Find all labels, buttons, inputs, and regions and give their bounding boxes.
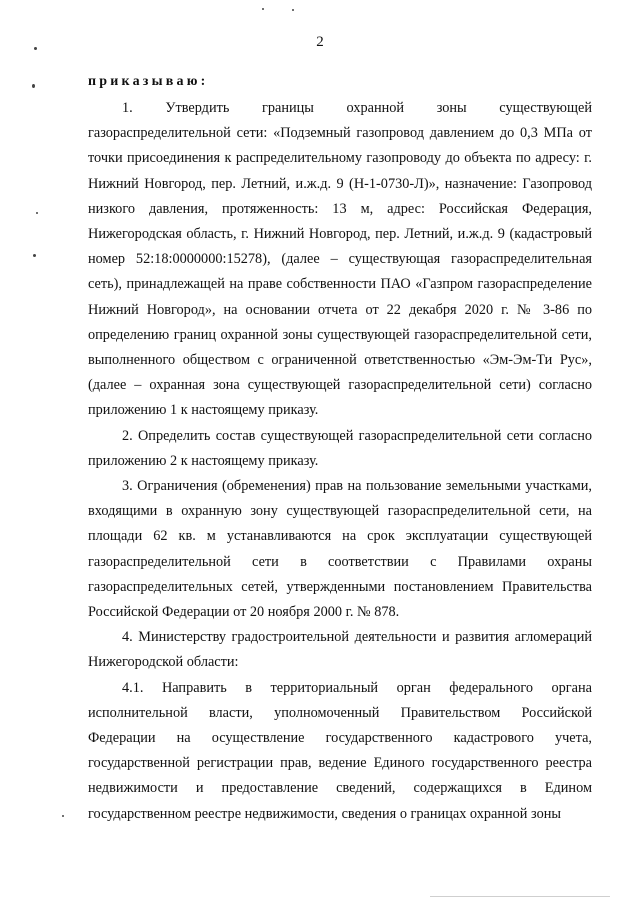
scan-speck (292, 9, 294, 11)
scan-speck (34, 47, 37, 50)
paragraph-1: 1. Утвердить границы охранной зоны существующей газораспределительной сети: «Подземный газопровод давлением до 0,3 МПа от точки присоединения к распределительному газопроводу до объекта по адресу: г. Нижний Новгород, пер. Летний, и.ж.д. 9 (Н-1-0730-Л)», назначение: Газопровод низкого давления, протяженность: 13 м, адрес: Российская Федерация, Нижегородская область, г. Нижний Новгород, пер. Летний, и.ж.д. 9 (кадастровый номер 52:18:0000000:15278), (далее – существующая газораспределительная сеть), принадлежащей на праве собственности ПАО «Газпром газораспределение Нижний Новгород», на основании отчета от 22 декабря 2020 г. № 3-86 по определению границ охранной зоны существующей газораспределительной сети, выполненного обществом с ограниченной ответственностью «Эм-Эм-Ти Рус», (далее – охранная зона существующей газораспределительной сети) согласно приложению 1 к настоящему приказу. (88, 100, 592, 419)
paragraph-2: 2. Определить состав существующей газораспределительной сети согласно приложению 2 к настоящему приказу. (88, 427, 592, 469)
order-heading: приказываю: (88, 74, 209, 89)
paragraph-4-1: 4.1. Направить в территориальный орган федерального органа исполнительной власти, уполномоченный Правительством Российской Федерации на осуществление государственного кадастрового учета, государственной регистрации прав, ведение Единого государственного реестра недвижимости и предоставление сведений, содержащихся в Едином государственном реестре недвижимости, сведения о границах охранной зоны (88, 679, 592, 822)
document-body (88, 96, 592, 827)
scan-speck (36, 212, 38, 214)
paragraph-4: 4. Министерству градостроительной деятельности и развития агломераций Нижегородской области: (88, 629, 592, 671)
scan-speck (62, 815, 64, 817)
scan-edge-line (430, 896, 610, 897)
page-number: 2 (316, 34, 324, 50)
scan-speck (262, 8, 264, 10)
scan-speck (33, 254, 36, 257)
paragraph-3: 3. Ограничения (обременения) прав на пользование земельными участками, входящими в охранную зону существующей газораспределительной сети, на площади 62 кв. м устанавливаются на срок эксплуатации существующей газораспределительной сети в соответствии с Правилами охраны газораспределительных сетей, утвержденными постановлением Правительства Российской Федерации от 20 ноября 2000 г. № 878. (88, 478, 592, 621)
scan-speck (32, 84, 35, 88)
